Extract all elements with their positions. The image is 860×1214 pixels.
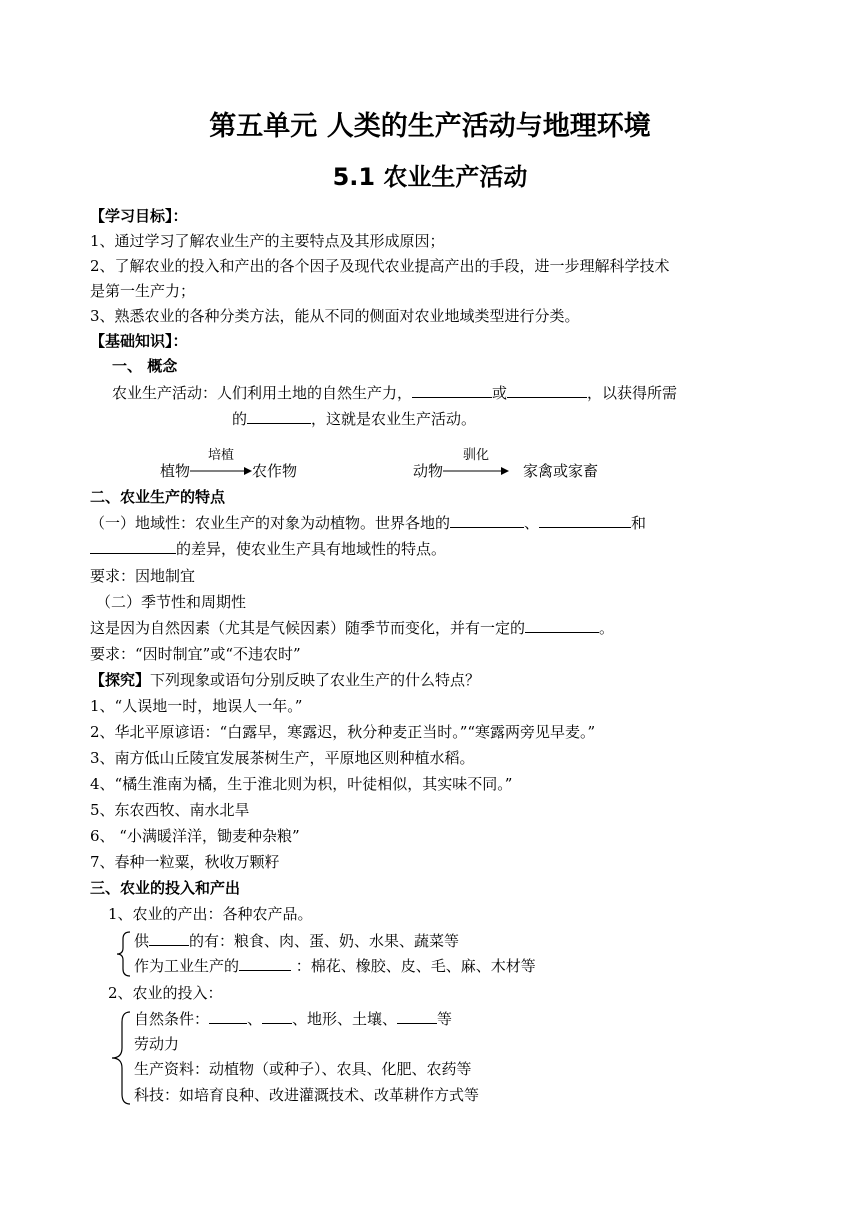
plant-label: 植物 — [160, 462, 191, 480]
requirement-2: 要求：“因时制宜”或“不违农时” — [90, 645, 301, 663]
output-text: 作为工业生产的 — [134, 957, 240, 975]
domesticate-arrow — [443, 448, 509, 476]
fill-blank[interactable] — [525, 618, 599, 633]
cultivate-arrow — [190, 448, 252, 476]
domesticate-diagram — [413, 448, 599, 481]
explore-item: 3、南方低山丘陵宜发展茶树生产，平原地区则种植水稻。 — [90, 749, 475, 767]
output-text: 的有：粮食、肉、蛋、奶、水果、蔬菜等 — [189, 932, 460, 950]
concept-text: 或 — [492, 384, 508, 402]
fill-blank[interactable] — [209, 1009, 247, 1024]
objective-item: 2、了解农业的投入和产出的各个因子及现代农业提高产出的手段，进一步理解科学技术 — [90, 257, 670, 275]
domesticate-label: 驯化 — [463, 448, 490, 463]
input-labor: 劳动力 — [134, 1035, 180, 1053]
output-text: ：棉花、橡胶、皮、毛、麻、木材等 — [291, 957, 536, 975]
left-brace-icon — [116, 930, 132, 978]
regional-text: 的差异，使农业生产具有地域性的特点。 — [176, 540, 447, 558]
crop-label: 农作物 — [252, 462, 298, 480]
explore-item: 2、华北平原谚语：“白露早，寒露迟，秋分种麦正当时。”“寒露两旁见早麦。” — [90, 723, 596, 741]
explore-item: 1、“人误地一时，地误人一年。” — [90, 697, 303, 715]
fill-blank[interactable] — [412, 383, 492, 398]
concept-line-2 — [232, 409, 476, 429]
fill-blank[interactable] — [149, 931, 189, 946]
objectives-heading: 【学习目标】： — [90, 207, 188, 225]
output-text: 供 — [134, 932, 150, 950]
seasonal-heading: （二）季节性和周期性 — [96, 593, 247, 611]
cultivate-label: 培植 — [208, 448, 235, 463]
fill-blank[interactable] — [262, 1009, 292, 1024]
unit-title: 第五单元 人类的生产活动与地理环境 — [209, 111, 651, 142]
livestock-label: 家禽或家畜 — [523, 462, 599, 480]
regional-line-2 — [90, 539, 446, 559]
input-text: 自然条件： — [134, 1010, 210, 1028]
explore-item: 6、 “小满暖洋洋，锄麦种杂粮” — [90, 827, 300, 845]
fill-blank[interactable] — [239, 956, 291, 971]
explore-item: 5、东农西牧、南水北旱 — [90, 801, 250, 819]
fill-blank[interactable] — [90, 539, 176, 554]
explore-label: 【探究】 — [90, 671, 151, 689]
input-text: 等 — [437, 1010, 453, 1028]
explore-question: 下列现象或语句分别反映了农业生产的什么特点？ — [150, 671, 481, 689]
input-tech: 科技：如培育良种、改进灌溉技术、改革耕作方式等 — [134, 1086, 480, 1104]
fill-blank[interactable] — [450, 513, 524, 528]
input-text: 、地形、土壤、 — [292, 1010, 398, 1028]
input-text: 、 — [247, 1010, 263, 1028]
regional-text: （一）地域性：农业生产的对象为动植物。世界各地的 — [90, 514, 451, 532]
input-means: 生产资料：动植物（或种子）、农具、化肥、农药等 — [134, 1060, 472, 1078]
objective-item: 1、通过学习了解农业生产的主要特点及其形成原因； — [90, 232, 445, 250]
objective-item: 是第一生产力； — [90, 282, 196, 300]
output-heading: 1、农业的产出：各种农产品。 — [108, 905, 313, 923]
fill-blank[interactable] — [247, 409, 311, 424]
input-heading: 2、农业的投入： — [108, 984, 223, 1002]
fill-blank[interactable] — [507, 383, 587, 398]
concept-heading: 一、 概念 — [112, 357, 178, 375]
regional-text: 和 — [631, 514, 647, 532]
lesson-title: 5.1 农业生产活动 — [332, 163, 528, 191]
concept-text: ，以获得所需 — [587, 384, 678, 402]
explore-item: 7、春种一粒粟，秋收万颗籽 — [90, 853, 280, 871]
concept-text: ，这就是农业生产活动。 — [311, 410, 477, 428]
regional-text: 、 — [524, 514, 540, 532]
concept-line-1 — [112, 383, 677, 403]
io-heading: 三、农业的投入和产出 — [90, 879, 241, 897]
explore-line — [90, 670, 480, 690]
output-industry — [134, 956, 536, 976]
features-heading: 二、农业生产的特点 — [90, 488, 226, 506]
fill-blank[interactable] — [539, 513, 631, 528]
seasonal-text: 。 — [599, 619, 615, 637]
objective-item: 3、熟悉农业的各种分类方法，能从不同的侧面对农业地域类型进行分类。 — [90, 307, 580, 325]
output-food — [134, 931, 459, 951]
explore-item: 4、“橘生淮南为橘，生于淮北则为枳，叶徒相似，其实味不同。” — [90, 775, 513, 793]
concept-text: 农业生产活动：人们利用土地的自然生产力， — [112, 384, 413, 402]
seasonal-text: 这是因为自然因素（尤其是气候因素）随季节而变化，并有一定的 — [90, 619, 526, 637]
left-brace-icon — [110, 1008, 134, 1108]
cultivate-diagram — [160, 448, 298, 481]
animal-label: 动物 — [413, 462, 444, 480]
basics-heading: 【基础知识】： — [90, 332, 188, 350]
concept-text: 的 — [232, 410, 248, 428]
regional-line — [90, 513, 646, 533]
input-natural — [134, 1009, 452, 1029]
requirement-1: 要求：因地制宜 — [90, 567, 196, 585]
fill-blank[interactable] — [397, 1009, 437, 1024]
seasonal-desc — [90, 618, 614, 638]
